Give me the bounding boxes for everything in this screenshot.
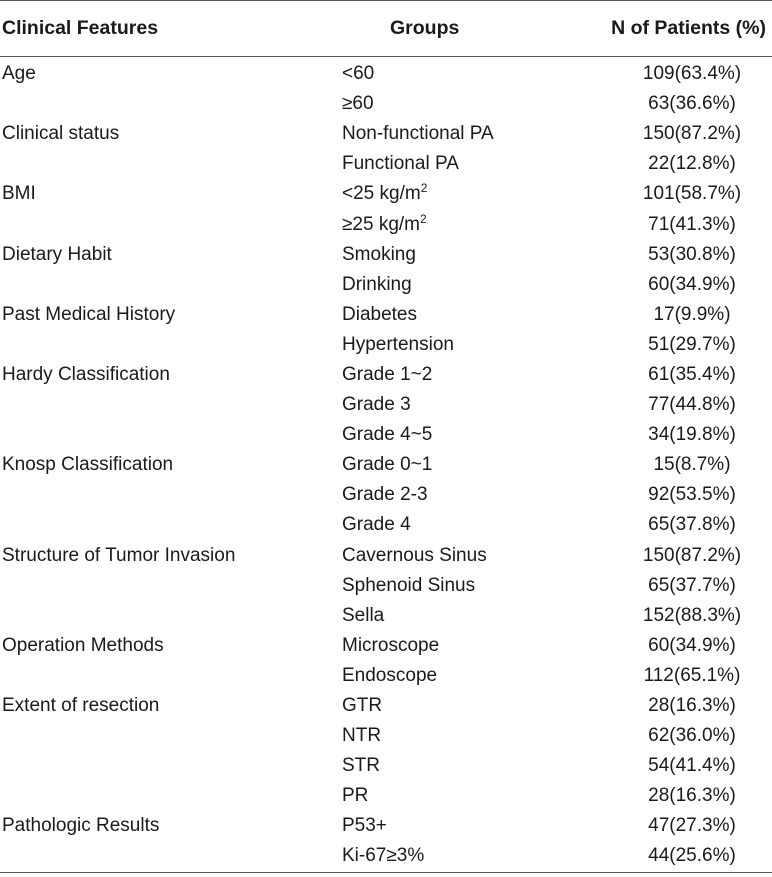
feature-cell: [0, 601, 340, 631]
table-row: [0, 541, 772, 571]
feature-cell: [0, 751, 340, 781]
patients-cell: 44(25.6%): [598, 841, 772, 872]
table-row: [0, 691, 772, 721]
group-label: Sella: [342, 604, 385, 626]
patients-cell: 17(9.9%): [653, 303, 731, 325]
group-cell: [340, 510, 598, 540]
patients-cell: 77(44.8%): [648, 394, 736, 416]
table-row: [0, 57, 772, 90]
group-label: Grade 2-3: [342, 484, 428, 506]
table-row: [0, 240, 772, 270]
group-label: ≥25 kg/m: [342, 213, 421, 235]
group-cell: [340, 631, 598, 661]
feature-cell: Age: [2, 63, 36, 85]
feature-cell: Clinical status: [2, 123, 120, 145]
patients-cell: 22(12.8%): [648, 153, 736, 175]
table-row: [0, 149, 772, 179]
table-row: [0, 300, 772, 330]
patients-cell: 28(16.3%): [648, 695, 736, 717]
feature-cell: [0, 661, 340, 691]
patients-cell: 47(27.3%): [648, 815, 736, 837]
group-cell: [340, 57, 598, 90]
group-label: Microscope: [342, 634, 440, 656]
patients-cell: 28(16.3%): [648, 785, 736, 807]
group-cell: [340, 149, 598, 179]
group-label: STR: [342, 755, 380, 777]
patients-cell: 71(41.3%): [648, 213, 736, 235]
group-label: NTR: [342, 725, 382, 747]
table-row: [0, 751, 772, 781]
group-cell: [340, 571, 598, 601]
table-row: [0, 721, 772, 751]
group-label: P53+: [342, 815, 387, 837]
group-label: Smoking: [342, 243, 416, 265]
group-cell: [340, 781, 598, 811]
feature-cell: Extent of resection: [2, 695, 160, 717]
feature-cell: [0, 721, 340, 751]
feature-cell: Pathologic Results: [2, 815, 160, 837]
group-label: Grade 1~2: [342, 363, 433, 385]
group-cell: [340, 119, 598, 149]
table-row: [0, 89, 772, 119]
table-row: [0, 781, 772, 811]
feature-cell: [0, 480, 340, 510]
patients-cell: 112(65.1%): [643, 664, 741, 686]
feature-cell: Operation Methods: [2, 634, 164, 656]
patients-cell: 60(34.9%): [648, 273, 736, 295]
patients-cell: 150(87.2%): [642, 123, 742, 145]
table-row: [0, 390, 772, 420]
patients-cell: 53(30.8%): [648, 243, 736, 265]
group-cell: [340, 480, 598, 510]
patients-cell: 51(29.7%): [648, 333, 736, 355]
table-row: [0, 360, 772, 390]
group-label: Diabetes: [342, 303, 417, 325]
header-row: [0, 1, 772, 57]
feature-cell: [0, 841, 340, 872]
group-label: <60: [342, 63, 375, 85]
patients-cell: 54(41.4%): [648, 755, 736, 777]
patients-cell: 60(34.9%): [648, 634, 736, 656]
patients-cell: 65(37.7%): [648, 574, 736, 596]
group-cell: [340, 179, 598, 209]
patients-cell: 65(37.8%): [648, 514, 736, 536]
patients-cell: 63(36.6%): [648, 93, 736, 115]
patients-cell: 150(87.2%): [642, 544, 742, 566]
feature-cell: [0, 209, 340, 239]
group-cell: [340, 721, 598, 751]
patients-cell: 92(53.5%): [648, 484, 736, 506]
table-row: [0, 480, 772, 510]
feature-cell: Dietary Habit: [2, 243, 112, 265]
table-row: [0, 631, 772, 661]
table-row: [0, 330, 772, 360]
patients-cell: 62(36.0%): [648, 725, 736, 747]
feature-cell: [0, 270, 340, 300]
group-cell: [340, 240, 598, 270]
group-label: Drinking: [342, 273, 412, 295]
table-row: [0, 450, 772, 480]
feature-cell: Structure of Tumor Invasion: [2, 544, 236, 566]
group-cell: [340, 360, 598, 390]
group-label: Endoscope: [342, 664, 438, 686]
table-row: [0, 841, 772, 872]
group-label: PR: [342, 785, 369, 807]
group-cell: [340, 691, 598, 721]
feature-cell: [0, 571, 340, 601]
header-clinical-features: Clinical Features: [0, 1, 340, 57]
patients-cell: 15(8.7%): [653, 454, 731, 476]
group-cell: [340, 390, 598, 420]
table-row: [0, 420, 772, 450]
group-cell: [340, 209, 598, 239]
feature-cell: BMI: [2, 183, 36, 205]
patients-cell: 34(19.8%): [648, 424, 736, 446]
table-row: [0, 179, 772, 209]
patients-cell: 109(63.4%): [642, 63, 742, 85]
table-row: [0, 270, 772, 300]
group-cell: [340, 300, 598, 330]
group-label: Grade 0~1: [342, 454, 433, 476]
unit-superscript: 2: [420, 181, 428, 196]
table-row: [0, 661, 772, 691]
group-label: <25 kg/m: [342, 183, 421, 205]
group-label: Hypertension: [342, 333, 454, 355]
patients-cell: 152(88.3%): [642, 604, 742, 626]
group-label: ≥60: [342, 93, 374, 115]
group-cell: [340, 601, 598, 631]
group-cell: [340, 841, 598, 872]
patients-cell: 101(58.7%): [642, 183, 742, 205]
table-body: [0, 57, 772, 873]
group-cell: [340, 420, 598, 450]
group-cell: [340, 661, 598, 691]
header-patients: N of Patients (%): [598, 1, 772, 57]
patients-cell: 61(35.4%): [648, 363, 736, 385]
table-row: [0, 510, 772, 540]
feature-cell: Hardy Classification: [2, 363, 170, 385]
group-label: Non-functional PA: [342, 123, 494, 145]
group-label: Sphenoid Sinus: [342, 574, 476, 596]
header-groups: Groups: [340, 1, 598, 57]
unit-superscript: 2: [420, 211, 427, 226]
group-cell: [340, 541, 598, 571]
group-cell: [340, 450, 598, 480]
group-label: Cavernous Sinus: [342, 544, 487, 566]
group-label: GTR: [342, 695, 383, 717]
group-cell: [340, 89, 598, 119]
feature-cell: [0, 420, 340, 450]
group-label: Ki-67≥3%: [342, 845, 425, 867]
feature-cell: [0, 330, 340, 360]
group-cell: [340, 811, 598, 841]
feature-cell: [0, 781, 340, 811]
group-label: Functional PA: [342, 153, 459, 175]
table-row: [0, 119, 772, 149]
table-row: [0, 811, 772, 841]
table-header: [0, 1, 772, 57]
table-row: [0, 571, 772, 601]
group-label: Grade 4: [342, 514, 411, 536]
feature-cell: Knosp Classification: [2, 454, 174, 476]
feature-cell: [0, 89, 340, 119]
feature-cell: Past Medical History: [2, 303, 176, 325]
group-cell: [340, 330, 598, 360]
group-label: Grade 3: [342, 394, 411, 416]
group-cell: [340, 751, 598, 781]
feature-cell: [0, 390, 340, 420]
feature-cell: [0, 149, 340, 179]
table-row: [0, 209, 772, 239]
table-row: [0, 601, 772, 631]
group-cell: [340, 270, 598, 300]
feature-cell: [0, 510, 340, 540]
group-label: Grade 4~5: [342, 424, 433, 446]
